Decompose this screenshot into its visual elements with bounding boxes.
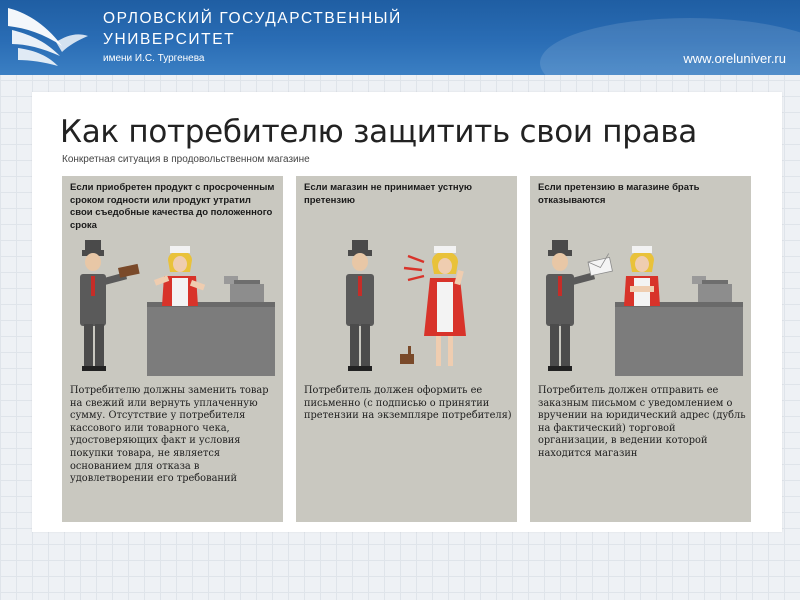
panel-heading: Если претензию в магазине брать отказываются: [538, 182, 700, 206]
written-claim-refused-scene-illustration: [530, 236, 751, 376]
slide-title: Как потребителю защитить свои права: [60, 114, 697, 150]
website-link[interactable]: www.oreluniver.ru: [683, 51, 786, 66]
university-subtitle: имени И.С. Тургенева: [103, 53, 205, 64]
situation-panel-1: [62, 176, 283, 522]
eagle-wing-logo-icon: [4, 2, 94, 72]
situation-panel-3: [530, 176, 751, 522]
site-header: [0, 0, 800, 75]
panel-body-text: Потребителю должны заменить товар на свежий или вернуть уплаченную сумму. Отсутствие у потребителя кассового или товарного чека, удостоверяющих факт и условия покупки товара, не является основанием для отказа в удовлетворении его требований: [70, 385, 269, 485]
university-name-line2: УНИВЕРСИТЕТ: [103, 31, 236, 48]
panel-body-text: Потребитель должен оформить ее письменно (с подписью о принятии претензии на экземпляре потребителя): [304, 385, 512, 422]
panel-heading: Если магазин не принимает устную претензию: [304, 182, 472, 206]
panel-heading: Если приобретен продукт с просроченным сроком годности или продукт утратил свои съедобные качества до положенного срока: [70, 182, 275, 231]
expired-product-scene-illustration: [62, 236, 283, 376]
infographic-card: [32, 92, 782, 532]
header-swoosh: [540, 18, 800, 75]
oral-claim-refused-scene-illustration: [296, 236, 517, 376]
situation-panel-2: [296, 176, 517, 522]
slide-subtitle: Конкретная ситуация в продовольственном магазине: [62, 154, 310, 165]
panel-body-text: Потребитель должен отправить ее заказным письмом с уведомлением о вручении на юридический адрес (дубль на фактический) торговой организации, в ведении которой находится магазин: [538, 385, 746, 459]
university-name-line1: ОРЛОВСКИЙ ГОСУДАРСТВЕННЫЙ: [103, 10, 402, 27]
